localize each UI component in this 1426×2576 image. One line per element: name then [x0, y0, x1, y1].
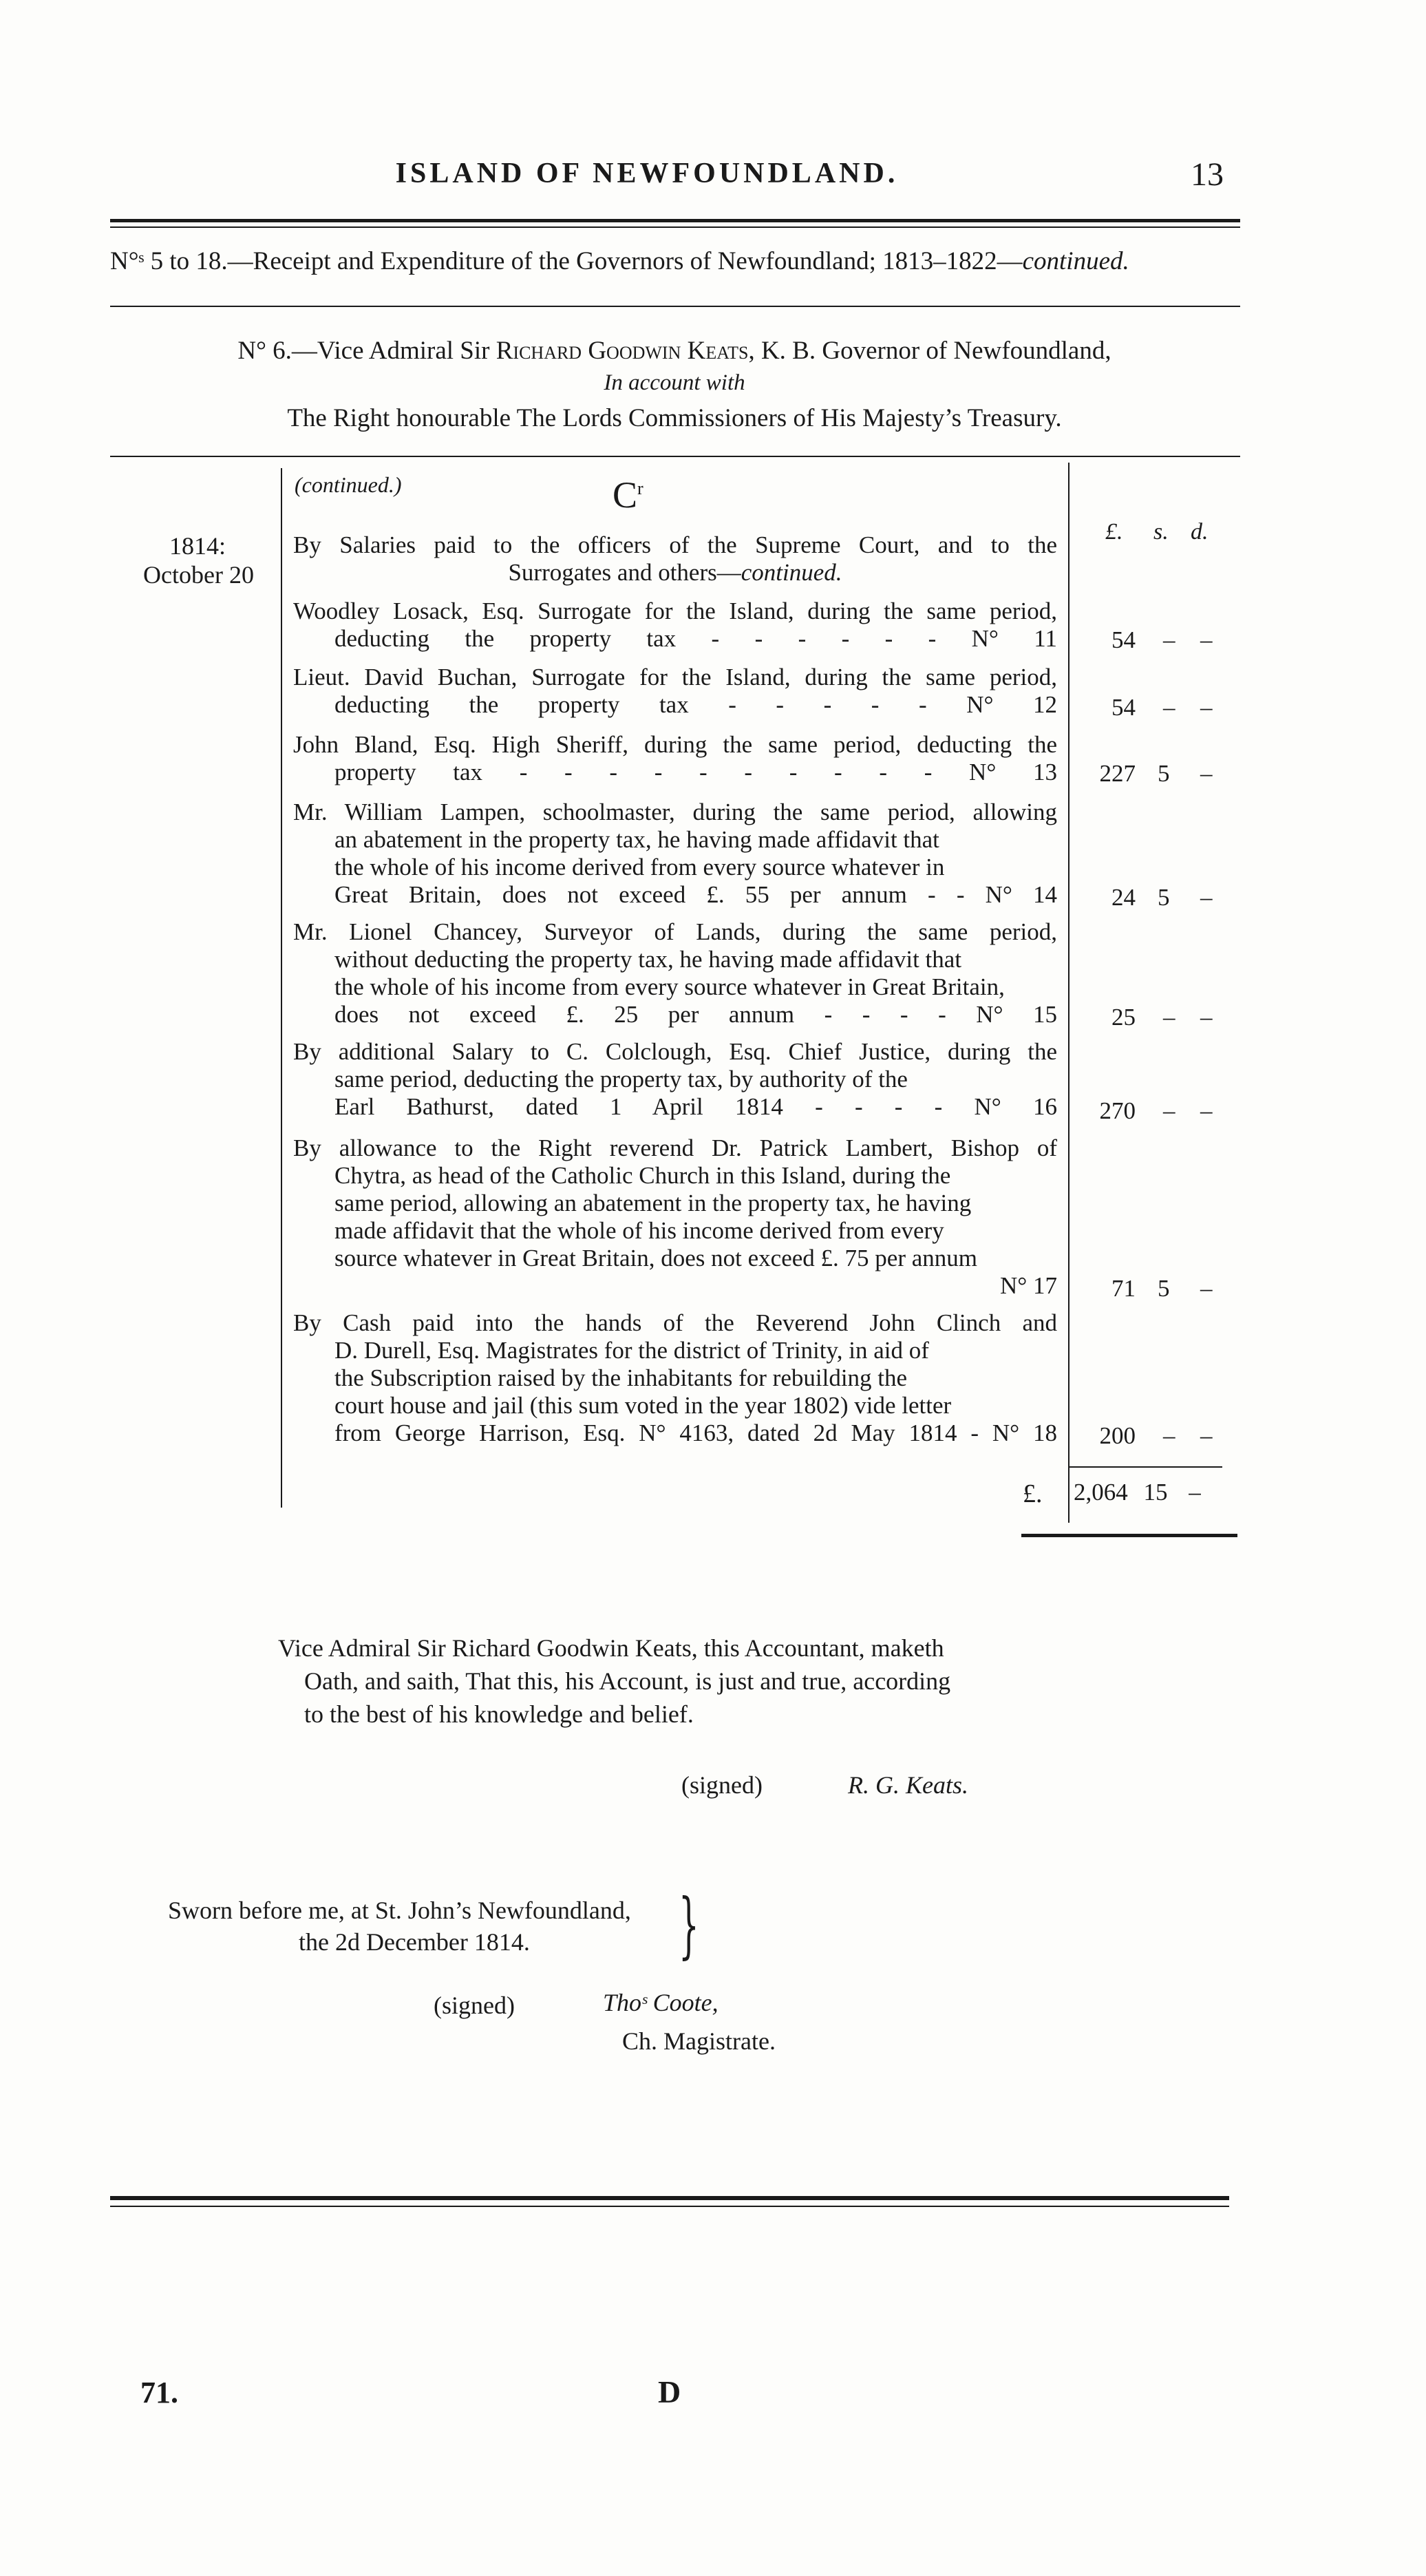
- entry-line: court house and jail (this sum voted in the year 1802) vide letter: [334, 1392, 952, 1419]
- series-line: [110, 246, 1239, 276]
- entry-line: By additional Salary to C. Colclough, Esq. Chief Justice, during the: [293, 1038, 1057, 1065]
- oath-paragraph: [278, 1632, 1049, 1731]
- series-line-main: N°ˢ 5 to 18.—Receipt and Expenditure of the Governors of Newfoundland; 1813–1822—: [110, 247, 1023, 275]
- entry-line: an abatement in the property tax, he having made affidavit that: [334, 826, 939, 853]
- series-rule: [110, 306, 1240, 307]
- oath-line: to the best of his knowledge and belief.: [304, 1700, 694, 1728]
- entry-line: D. Durell, Esq. Magistrates for the district of Trinity, in aid of: [334, 1337, 929, 1364]
- page-number: 13: [1191, 156, 1224, 193]
- signed-label: (signed): [681, 1771, 763, 1799]
- footer-signature-letter: D: [658, 2374, 681, 2409]
- ledger-total-rule-top: [1070, 1466, 1222, 1468]
- amount-shillings: –: [1163, 1422, 1175, 1449]
- date-day: October 20: [143, 561, 254, 589]
- amount-pence: –: [1200, 1004, 1213, 1031]
- entry-line: Mr. William Lampen, schoolmaster, during the same period, allowing: [293, 799, 1057, 825]
- unit-pence: d.: [1191, 519, 1209, 545]
- amount-pence: –: [1200, 1422, 1213, 1449]
- total-pounds: 2,064: [1074, 1479, 1128, 1506]
- entry-line: Mr. Lionel Chancey, Surveyor of Lands, during the same period,: [293, 918, 1057, 945]
- amount-shillings: –: [1163, 626, 1175, 653]
- entry-line: Woodley Losack, Esq. Surrogate for the Island, during the same period,: [293, 598, 1057, 624]
- section-heading-line1: By Salaries paid to the officers of the Supreme Court, and to the: [293, 531, 1057, 558]
- amount-pence: –: [1200, 884, 1213, 911]
- series-line-continued: continued.: [1022, 247, 1129, 275]
- amount-pounds: 54: [1111, 626, 1136, 653]
- amount-pounds: 25: [1111, 1004, 1136, 1031]
- amount-pounds: 71: [1111, 1275, 1136, 1302]
- amount-pence: –: [1200, 760, 1213, 787]
- amount-pounds: 54: [1111, 694, 1136, 721]
- entry-line: same period, allowing an abatement in the property tax, he having: [334, 1190, 972, 1216]
- ledger-entry: [293, 918, 1057, 1028]
- total-pence: –: [1189, 1479, 1201, 1506]
- amount-shillings: –: [1163, 1004, 1175, 1031]
- magistrate-title: Ch. Magistrate.: [622, 2027, 776, 2055]
- ledger-entry: [293, 598, 1057, 653]
- amount-pence: –: [1200, 626, 1213, 653]
- section-heading: [293, 531, 1057, 587]
- entry-line: N° 17: [999, 1272, 1057, 1299]
- amount-shillings: 5: [1158, 1275, 1170, 1302]
- ledger-entry: [293, 799, 1057, 909]
- amount-shillings: 5: [1158, 760, 1170, 787]
- date-year: 1814:: [169, 532, 226, 560]
- entry-line: the whole of his income from every source whatever in Great Britain,: [334, 973, 1005, 1000]
- account-heading-suffix: , K. B. Governor of Newfoundland,: [748, 337, 1111, 365]
- entry-line: Chytra, as head of the Catholic Church in this Island, during the: [334, 1162, 951, 1189]
- accountant-signature: R. G. Keats.: [848, 1771, 968, 1799]
- ledger-entry: [293, 731, 1057, 786]
- amount-pence: –: [1200, 694, 1213, 721]
- signed-label: (signed): [434, 1992, 515, 2019]
- footer-rule-thick: [110, 2196, 1229, 2200]
- entry-line: deducting the property tax - - - - - - N° 11: [334, 625, 1057, 652]
- unit-shillings: s.: [1153, 519, 1169, 545]
- footer-rule-thin: [110, 2206, 1229, 2207]
- entry-line: same period, deducting the property tax, by authority of the: [334, 1066, 908, 1092]
- amount-shillings: 5: [1158, 884, 1170, 911]
- sworn-brace: }: [679, 1883, 699, 1967]
- sworn-line: the 2d December 1814.: [299, 1928, 530, 1956]
- entry-line: property tax - - - - - - - - - - N° 13: [334, 759, 1057, 785]
- oath-line: Vice Admiral Sir Richard Goodwin Keats, this Accountant, maketh: [278, 1634, 944, 1662]
- credit-side-mark-letter: C: [613, 474, 638, 516]
- running-title: ISLAND OF NEWFOUNDLAND.: [395, 158, 899, 189]
- account-heading-line1: [110, 336, 1239, 366]
- ledger-entry: [293, 1134, 1057, 1300]
- total-amount: [1074, 1479, 1201, 1506]
- ledger-left-rule: [281, 468, 282, 1508]
- entry-line: does not exceed £. 25 per annum - - - - N° 15: [334, 1001, 1057, 1028]
- signature-mark: 71.: [140, 2376, 178, 2409]
- total-label: £.: [1023, 1479, 1043, 1508]
- account-heading-prefix: N° 6.—Vice Admiral Sir: [237, 337, 496, 365]
- ledger-entry: [293, 1309, 1057, 1447]
- entry-line: the Subscription raised by the inhabitants for rebuilding the: [334, 1364, 908, 1391]
- credit-side-mark-sup: r: [637, 478, 643, 498]
- entry-line: deducting the property tax - - - - - N° 12: [334, 691, 1057, 718]
- amount-pounds: 270: [1099, 1097, 1136, 1124]
- entry-line: Lieut. David Buchan, Surrogate for the Island, during the same period,: [293, 664, 1057, 690]
- amount-pounds: 24: [1111, 884, 1136, 911]
- entry-line: the whole of his income derived from every source whatever in: [334, 854, 945, 880]
- entry-line: made affidavit that the whole of his income derived from every: [334, 1217, 944, 1244]
- amount-pounds: 227: [1099, 760, 1136, 787]
- entry-line: without deducting the property tax, he having made affidavit that: [334, 946, 962, 973]
- sworn-statement: [168, 1894, 631, 1958]
- amount-pounds: 200: [1099, 1422, 1136, 1449]
- account-heading-line2: In account with: [604, 370, 745, 395]
- amount-shillings: –: [1163, 694, 1175, 721]
- entry-line: Earl Bathurst, dated 1 April 1814 - - - - N° 16: [334, 1093, 1057, 1120]
- oath-line: Oath, and saith, That this, his Account, is just and true, according: [304, 1667, 951, 1695]
- amount-shillings: –: [1163, 1097, 1175, 1124]
- entry-line: Great Britain, does not exceed £. 55 per annum - - N° 14: [334, 881, 1057, 908]
- entry-line: source whatever in Great Britain, does not exceed £. 75 per annum: [334, 1245, 977, 1271]
- total-shillings: 15: [1143, 1479, 1168, 1506]
- section-heading-line2: [293, 559, 1057, 587]
- entry-line: from George Harrison, Esq. N° 4163, dated 2d May 1814 - N° 18: [334, 1419, 1057, 1446]
- entry-line: John Bland, Esq. High Sheriff, during the same period, deducting the: [293, 731, 1057, 758]
- ledger-entry: [293, 664, 1057, 719]
- ledger-middle-rule: [1068, 463, 1070, 1523]
- amount-pence: –: [1200, 1097, 1213, 1124]
- sworn-line: Sworn before me, at St. John’s Newfoundland,: [168, 1897, 631, 1924]
- entry-line: By allowance to the Right reverend Dr. Patrick Lambert, Bishop of: [293, 1134, 1057, 1161]
- amount-pence: –: [1200, 1275, 1213, 1302]
- ledger-entry: [293, 1038, 1057, 1121]
- ledger-top-rule: [110, 456, 1240, 457]
- header-rule-thick: [110, 219, 1240, 222]
- account-heading-name: Richard Goodwin Keats: [496, 337, 749, 365]
- continued-label: (continued.): [295, 472, 402, 497]
- unit-pounds: £.: [1105, 519, 1123, 545]
- section-heading-line2-italic: continued.: [741, 559, 842, 586]
- magistrate-signature: Thoˢ Coote,: [603, 1989, 719, 2016]
- header-rule-thin: [110, 226, 1240, 228]
- section-heading-line2-text: Surrogates and others—: [508, 559, 741, 586]
- account-heading-line3: The Right honourable The Lords Commissioners of His Majesty’s Treasury.: [287, 404, 1062, 432]
- entry-line: By Cash paid into the hands of the Reverend John Clinch and: [293, 1309, 1057, 1336]
- credit-side-mark: [613, 474, 643, 516]
- ledger-bottom-rule: [1021, 1534, 1237, 1537]
